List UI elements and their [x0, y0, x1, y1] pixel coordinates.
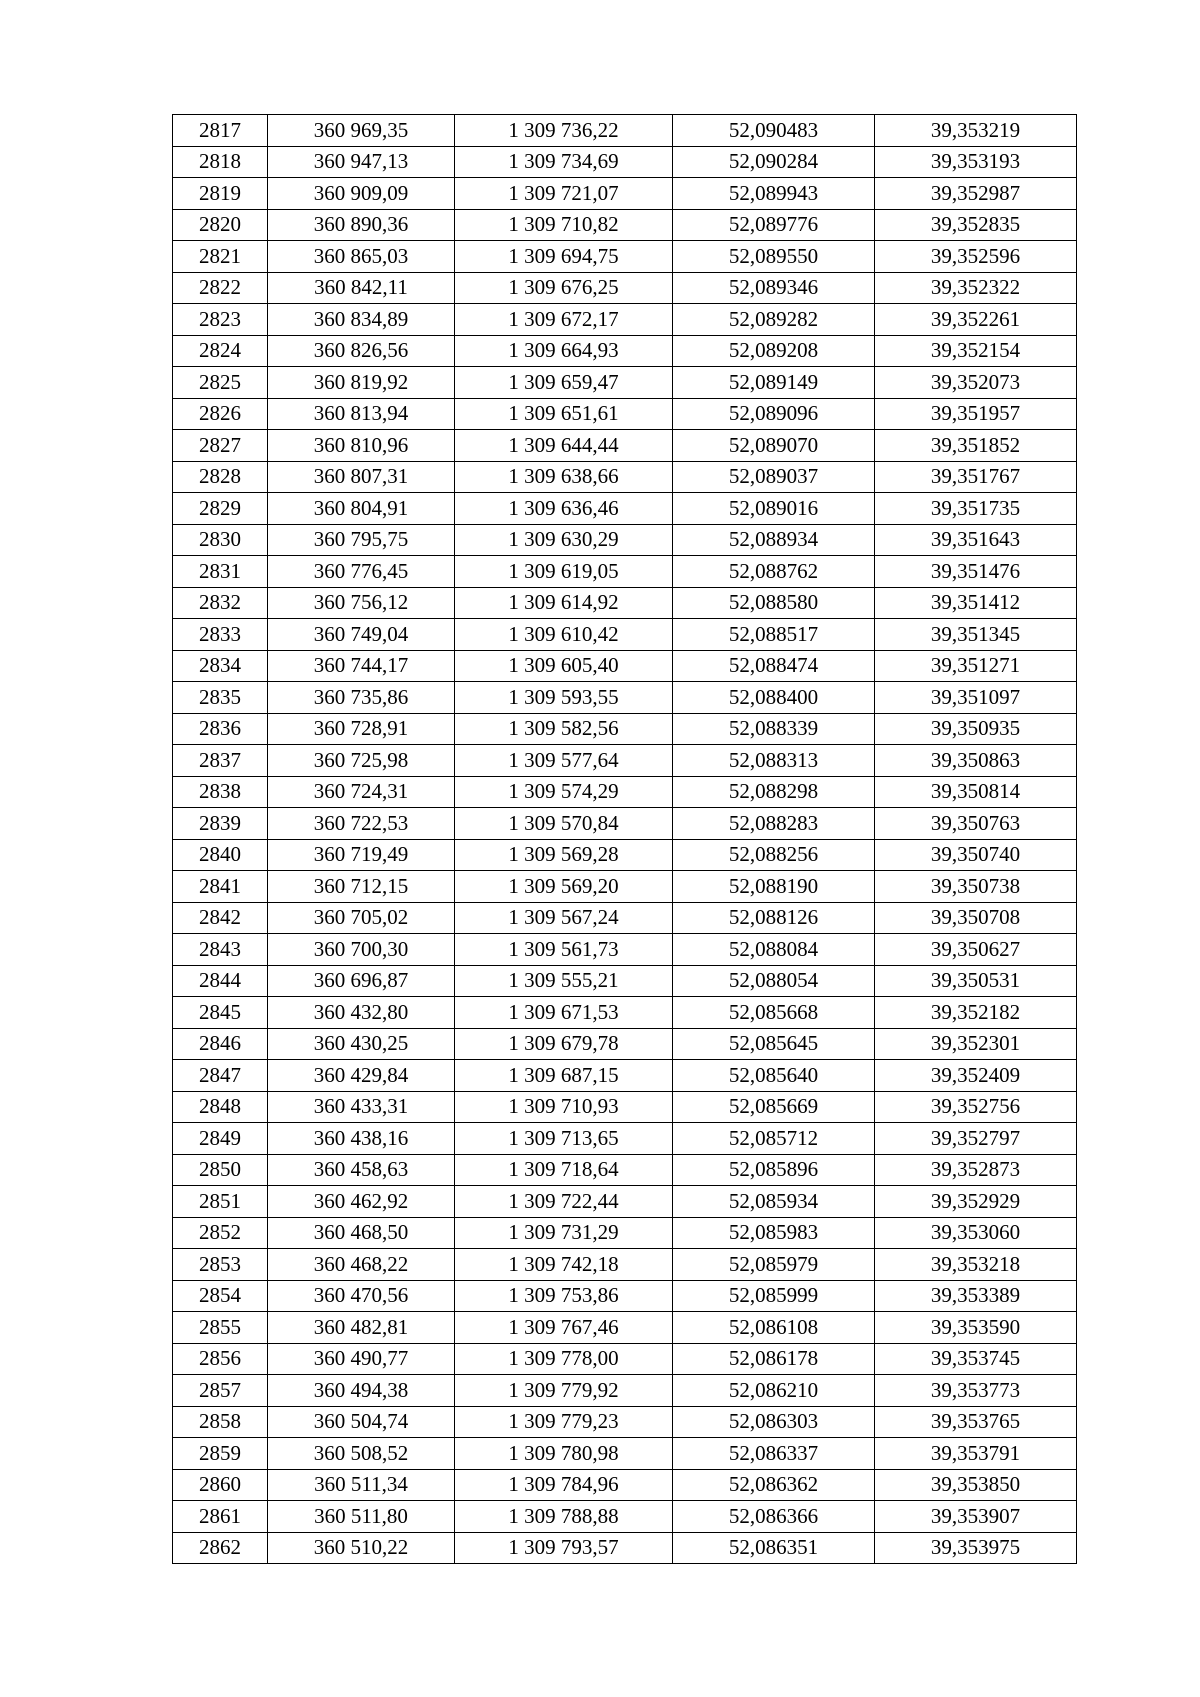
longitude-cell: 39,352596: [875, 241, 1077, 273]
longitude-cell: 39,353791: [875, 1438, 1077, 1470]
latitude-cell: 52,088283: [673, 808, 875, 840]
longitude-cell: 39,352987: [875, 178, 1077, 210]
latitude-cell: 52,089149: [673, 367, 875, 399]
point-number-cell: 2856: [173, 1343, 268, 1375]
longitude-cell: 39,352835: [875, 209, 1077, 241]
y-coordinate-cell: 1 309 659,47: [455, 367, 673, 399]
y-coordinate-cell: 1 309 567,24: [455, 902, 673, 934]
y-coordinate-cell: 1 309 671,53: [455, 997, 673, 1029]
point-number-cell: 2858: [173, 1406, 268, 1438]
longitude-cell: 39,350935: [875, 713, 1077, 745]
y-coordinate-cell: 1 309 713,65: [455, 1123, 673, 1155]
y-coordinate-cell: 1 309 767,46: [455, 1312, 673, 1344]
table-row: [173, 461, 1077, 493]
point-number-cell: 2861: [173, 1501, 268, 1533]
longitude-cell: 39,353773: [875, 1375, 1077, 1407]
longitude-cell: 39,351412: [875, 587, 1077, 619]
table-row: [173, 146, 1077, 178]
table-row: [173, 1028, 1077, 1060]
x-coordinate-cell: 360 795,75: [268, 524, 455, 556]
latitude-cell: 52,085979: [673, 1249, 875, 1281]
point-number-cell: 2822: [173, 272, 268, 304]
point-number-cell: 2847: [173, 1060, 268, 1092]
y-coordinate-cell: 1 309 577,64: [455, 745, 673, 777]
point-number-cell: 2817: [173, 115, 268, 147]
y-coordinate-cell: 1 309 555,21: [455, 965, 673, 997]
longitude-cell: 39,353745: [875, 1343, 1077, 1375]
point-number-cell: 2841: [173, 871, 268, 903]
longitude-cell: 39,353907: [875, 1501, 1077, 1533]
latitude-cell: 52,089943: [673, 178, 875, 210]
point-number-cell: 2836: [173, 713, 268, 745]
x-coordinate-cell: 360 482,81: [268, 1312, 455, 1344]
latitude-cell: 52,089776: [673, 209, 875, 241]
y-coordinate-cell: 1 309 722,44: [455, 1186, 673, 1218]
table-row: [173, 367, 1077, 399]
y-coordinate-cell: 1 309 605,40: [455, 650, 673, 682]
y-coordinate-cell: 1 309 610,42: [455, 619, 673, 651]
point-number-cell: 2852: [173, 1217, 268, 1249]
table-row: [173, 1060, 1077, 1092]
x-coordinate-cell: 360 728,91: [268, 713, 455, 745]
table-row: [173, 1091, 1077, 1123]
y-coordinate-cell: 1 309 710,82: [455, 209, 673, 241]
point-number-cell: 2848: [173, 1091, 268, 1123]
longitude-cell: 39,352182: [875, 997, 1077, 1029]
longitude-cell: 39,351345: [875, 619, 1077, 651]
x-coordinate-cell: 360 819,92: [268, 367, 455, 399]
latitude-cell: 52,088339: [673, 713, 875, 745]
table-row: [173, 209, 1077, 241]
table-row: [173, 587, 1077, 619]
point-number-cell: 2834: [173, 650, 268, 682]
y-coordinate-cell: 1 309 651,61: [455, 398, 673, 430]
point-number-cell: 2826: [173, 398, 268, 430]
point-number-cell: 2843: [173, 934, 268, 966]
longitude-cell: 39,351852: [875, 430, 1077, 462]
longitude-cell: 39,350738: [875, 871, 1077, 903]
table-row: [173, 524, 1077, 556]
x-coordinate-cell: 360 776,45: [268, 556, 455, 588]
table-row: [173, 934, 1077, 966]
longitude-cell: 39,351957: [875, 398, 1077, 430]
latitude-cell: 52,085983: [673, 1217, 875, 1249]
y-coordinate-cell: 1 309 593,55: [455, 682, 673, 714]
longitude-cell: 39,352756: [875, 1091, 1077, 1123]
longitude-cell: 39,352301: [875, 1028, 1077, 1060]
point-number-cell: 2853: [173, 1249, 268, 1281]
latitude-cell: 52,088474: [673, 650, 875, 682]
table-row: [173, 1217, 1077, 1249]
y-coordinate-cell: 1 309 569,28: [455, 839, 673, 871]
y-coordinate-cell: 1 309 734,69: [455, 146, 673, 178]
table-row: [173, 272, 1077, 304]
point-number-cell: 2859: [173, 1438, 268, 1470]
x-coordinate-cell: 360 700,30: [268, 934, 455, 966]
x-coordinate-cell: 360 508,52: [268, 1438, 455, 1470]
point-number-cell: 2857: [173, 1375, 268, 1407]
point-number-cell: 2842: [173, 902, 268, 934]
longitude-cell: 39,352261: [875, 304, 1077, 336]
point-number-cell: 2855: [173, 1312, 268, 1344]
longitude-cell: 39,352409: [875, 1060, 1077, 1092]
y-coordinate-cell: 1 309 614,92: [455, 587, 673, 619]
x-coordinate-cell: 360 909,09: [268, 178, 455, 210]
x-coordinate-cell: 360 494,38: [268, 1375, 455, 1407]
latitude-cell: 52,086178: [673, 1343, 875, 1375]
x-coordinate-cell: 360 705,02: [268, 902, 455, 934]
point-number-cell: 2849: [173, 1123, 268, 1155]
y-coordinate-cell: 1 309 780,98: [455, 1438, 673, 1470]
x-coordinate-cell: 360 756,12: [268, 587, 455, 619]
point-number-cell: 2835: [173, 682, 268, 714]
latitude-cell: 52,089070: [673, 430, 875, 462]
point-number-cell: 2832: [173, 587, 268, 619]
y-coordinate-cell: 1 309 736,22: [455, 115, 673, 147]
y-coordinate-cell: 1 309 582,56: [455, 713, 673, 745]
latitude-cell: 52,088762: [673, 556, 875, 588]
longitude-cell: 39,353218: [875, 1249, 1077, 1281]
table-row: [173, 1532, 1077, 1564]
y-coordinate-cell: 1 309 644,44: [455, 430, 673, 462]
longitude-cell: 39,353193: [875, 146, 1077, 178]
table-row: [173, 1501, 1077, 1533]
table-row: [173, 493, 1077, 525]
latitude-cell: 52,086362: [673, 1469, 875, 1501]
latitude-cell: 52,086108: [673, 1312, 875, 1344]
latitude-cell: 52,088084: [673, 934, 875, 966]
point-number-cell: 2860: [173, 1469, 268, 1501]
latitude-cell: 52,085712: [673, 1123, 875, 1155]
latitude-cell: 52,089346: [673, 272, 875, 304]
x-coordinate-cell: 360 462,92: [268, 1186, 455, 1218]
point-number-cell: 2846: [173, 1028, 268, 1060]
table-row: [173, 745, 1077, 777]
table-row: [173, 1280, 1077, 1312]
longitude-cell: 39,352873: [875, 1154, 1077, 1186]
latitude-cell: 52,086366: [673, 1501, 875, 1533]
longitude-cell: 39,353219: [875, 115, 1077, 147]
table-row: [173, 398, 1077, 430]
y-coordinate-cell: 1 309 638,66: [455, 461, 673, 493]
x-coordinate-cell: 360 744,17: [268, 650, 455, 682]
table-row: [173, 650, 1077, 682]
y-coordinate-cell: 1 309 742,18: [455, 1249, 673, 1281]
point-number-cell: 2827: [173, 430, 268, 462]
point-number-cell: 2845: [173, 997, 268, 1029]
point-number-cell: 2820: [173, 209, 268, 241]
longitude-cell: 39,350814: [875, 776, 1077, 808]
table-row: [173, 1123, 1077, 1155]
point-number-cell: 2850: [173, 1154, 268, 1186]
y-coordinate-cell: 1 309 793,57: [455, 1532, 673, 1564]
x-coordinate-cell: 360 468,50: [268, 1217, 455, 1249]
longitude-cell: 39,352929: [875, 1186, 1077, 1218]
latitude-cell: 52,086210: [673, 1375, 875, 1407]
longitude-cell: 39,350863: [875, 745, 1077, 777]
point-number-cell: 2821: [173, 241, 268, 273]
y-coordinate-cell: 1 309 570,84: [455, 808, 673, 840]
x-coordinate-cell: 360 735,86: [268, 682, 455, 714]
y-coordinate-cell: 1 309 779,92: [455, 1375, 673, 1407]
y-coordinate-cell: 1 309 694,75: [455, 241, 673, 273]
table-row: [173, 1469, 1077, 1501]
latitude-cell: 52,090284: [673, 146, 875, 178]
latitude-cell: 52,085896: [673, 1154, 875, 1186]
latitude-cell: 52,088126: [673, 902, 875, 934]
table-row: [173, 1438, 1077, 1470]
y-coordinate-cell: 1 309 679,78: [455, 1028, 673, 1060]
point-number-cell: 2839: [173, 808, 268, 840]
x-coordinate-cell: 360 947,13: [268, 146, 455, 178]
table-row: [173, 1249, 1077, 1281]
table-row: [173, 430, 1077, 462]
latitude-cell: 52,088054: [673, 965, 875, 997]
table-row: [173, 1154, 1077, 1186]
x-coordinate-cell: 360 470,56: [268, 1280, 455, 1312]
latitude-cell: 52,090483: [673, 115, 875, 147]
latitude-cell: 52,088298: [673, 776, 875, 808]
point-number-cell: 2831: [173, 556, 268, 588]
point-number-cell: 2825: [173, 367, 268, 399]
table-row: [173, 178, 1077, 210]
point-number-cell: 2824: [173, 335, 268, 367]
longitude-cell: 39,350763: [875, 808, 1077, 840]
y-coordinate-cell: 1 309 721,07: [455, 178, 673, 210]
x-coordinate-cell: 360 511,34: [268, 1469, 455, 1501]
y-coordinate-cell: 1 309 664,93: [455, 335, 673, 367]
longitude-cell: 39,351735: [875, 493, 1077, 525]
longitude-cell: 39,351271: [875, 650, 1077, 682]
x-coordinate-cell: 360 719,49: [268, 839, 455, 871]
table-row: [173, 304, 1077, 336]
x-coordinate-cell: 360 458,63: [268, 1154, 455, 1186]
y-coordinate-cell: 1 309 753,86: [455, 1280, 673, 1312]
x-coordinate-cell: 360 429,84: [268, 1060, 455, 1092]
point-number-cell: 2840: [173, 839, 268, 871]
y-coordinate-cell: 1 309 569,20: [455, 871, 673, 903]
latitude-cell: 52,088256: [673, 839, 875, 871]
longitude-cell: 39,350740: [875, 839, 1077, 871]
y-coordinate-cell: 1 309 718,64: [455, 1154, 673, 1186]
x-coordinate-cell: 360 432,80: [268, 997, 455, 1029]
y-coordinate-cell: 1 309 779,23: [455, 1406, 673, 1438]
point-number-cell: 2862: [173, 1532, 268, 1564]
latitude-cell: 52,088934: [673, 524, 875, 556]
longitude-cell: 39,353389: [875, 1280, 1077, 1312]
y-coordinate-cell: 1 309 784,96: [455, 1469, 673, 1501]
longitude-cell: 39,352797: [875, 1123, 1077, 1155]
table-row: [173, 335, 1077, 367]
latitude-cell: 52,085999: [673, 1280, 875, 1312]
latitude-cell: 52,089096: [673, 398, 875, 430]
y-coordinate-cell: 1 309 574,29: [455, 776, 673, 808]
table-row: [173, 682, 1077, 714]
latitude-cell: 52,089208: [673, 335, 875, 367]
table-row: [173, 115, 1077, 147]
longitude-cell: 39,351643: [875, 524, 1077, 556]
latitude-cell: 52,089016: [673, 493, 875, 525]
x-coordinate-cell: 360 712,15: [268, 871, 455, 903]
y-coordinate-cell: 1 309 630,29: [455, 524, 673, 556]
x-coordinate-cell: 360 813,94: [268, 398, 455, 430]
point-number-cell: 2851: [173, 1186, 268, 1218]
latitude-cell: 52,089037: [673, 461, 875, 493]
y-coordinate-cell: 1 309 619,05: [455, 556, 673, 588]
y-coordinate-cell: 1 309 778,00: [455, 1343, 673, 1375]
table-row: [173, 839, 1077, 871]
latitude-cell: 52,085640: [673, 1060, 875, 1092]
latitude-cell: 52,086337: [673, 1438, 875, 1470]
latitude-cell: 52,086303: [673, 1406, 875, 1438]
latitude-cell: 52,085934: [673, 1186, 875, 1218]
x-coordinate-cell: 360 511,80: [268, 1501, 455, 1533]
x-coordinate-cell: 360 696,87: [268, 965, 455, 997]
point-number-cell: 2823: [173, 304, 268, 336]
x-coordinate-cell: 360 810,96: [268, 430, 455, 462]
x-coordinate-cell: 360 865,03: [268, 241, 455, 273]
table-row: [173, 808, 1077, 840]
latitude-cell: 52,085669: [673, 1091, 875, 1123]
longitude-cell: 39,352322: [875, 272, 1077, 304]
longitude-cell: 39,353060: [875, 1217, 1077, 1249]
longitude-cell: 39,350708: [875, 902, 1077, 934]
table-row: [173, 1186, 1077, 1218]
x-coordinate-cell: 360 433,31: [268, 1091, 455, 1123]
longitude-cell: 39,350627: [875, 934, 1077, 966]
table-row: [173, 556, 1077, 588]
x-coordinate-cell: 360 804,91: [268, 493, 455, 525]
x-coordinate-cell: 360 504,74: [268, 1406, 455, 1438]
y-coordinate-cell: 1 309 672,17: [455, 304, 673, 336]
latitude-cell: 52,089282: [673, 304, 875, 336]
y-coordinate-cell: 1 309 731,29: [455, 1217, 673, 1249]
x-coordinate-cell: 360 834,89: [268, 304, 455, 336]
latitude-cell: 52,085668: [673, 997, 875, 1029]
table-row: [173, 619, 1077, 651]
point-number-cell: 2854: [173, 1280, 268, 1312]
x-coordinate-cell: 360 842,11: [268, 272, 455, 304]
x-coordinate-cell: 360 749,04: [268, 619, 455, 651]
longitude-cell: 39,352154: [875, 335, 1077, 367]
table-row: [173, 713, 1077, 745]
x-coordinate-cell: 360 490,77: [268, 1343, 455, 1375]
point-number-cell: 2833: [173, 619, 268, 651]
table-row: [173, 965, 1077, 997]
point-number-cell: 2837: [173, 745, 268, 777]
latitude-cell: 52,088400: [673, 682, 875, 714]
longitude-cell: 39,353975: [875, 1532, 1077, 1564]
x-coordinate-cell: 360 826,56: [268, 335, 455, 367]
y-coordinate-cell: 1 309 676,25: [455, 272, 673, 304]
y-coordinate-cell: 1 309 561,73: [455, 934, 673, 966]
y-coordinate-cell: 1 309 636,46: [455, 493, 673, 525]
longitude-cell: 39,350531: [875, 965, 1077, 997]
table-row: [173, 1406, 1077, 1438]
coordinates-table-body: [173, 115, 1077, 1564]
latitude-cell: 52,089550: [673, 241, 875, 273]
point-number-cell: 2819: [173, 178, 268, 210]
longitude-cell: 39,352073: [875, 367, 1077, 399]
x-coordinate-cell: 360 969,35: [268, 115, 455, 147]
latitude-cell: 52,088580: [673, 587, 875, 619]
latitude-cell: 52,088313: [673, 745, 875, 777]
x-coordinate-cell: 360 430,25: [268, 1028, 455, 1060]
x-coordinate-cell: 360 807,31: [268, 461, 455, 493]
point-number-cell: 2844: [173, 965, 268, 997]
y-coordinate-cell: 1 309 710,93: [455, 1091, 673, 1123]
coordinates-table: [172, 114, 1077, 1564]
y-coordinate-cell: 1 309 687,15: [455, 1060, 673, 1092]
longitude-cell: 39,353850: [875, 1469, 1077, 1501]
table-row: [173, 241, 1077, 273]
longitude-cell: 39,351476: [875, 556, 1077, 588]
y-coordinate-cell: 1 309 788,88: [455, 1501, 673, 1533]
point-number-cell: 2818: [173, 146, 268, 178]
point-number-cell: 2828: [173, 461, 268, 493]
x-coordinate-cell: 360 890,36: [268, 209, 455, 241]
longitude-cell: 39,353765: [875, 1406, 1077, 1438]
table-row: [173, 1343, 1077, 1375]
x-coordinate-cell: 360 510,22: [268, 1532, 455, 1564]
longitude-cell: 39,351767: [875, 461, 1077, 493]
longitude-cell: 39,351097: [875, 682, 1077, 714]
point-number-cell: 2829: [173, 493, 268, 525]
table-row: [173, 997, 1077, 1029]
x-coordinate-cell: 360 724,31: [268, 776, 455, 808]
table-row: [173, 776, 1077, 808]
latitude-cell: 52,088190: [673, 871, 875, 903]
latitude-cell: 52,085645: [673, 1028, 875, 1060]
x-coordinate-cell: 360 722,53: [268, 808, 455, 840]
table-row: [173, 1375, 1077, 1407]
latitude-cell: 52,086351: [673, 1532, 875, 1564]
point-number-cell: 2838: [173, 776, 268, 808]
table-row: [173, 1312, 1077, 1344]
longitude-cell: 39,353590: [875, 1312, 1077, 1344]
x-coordinate-cell: 360 725,98: [268, 745, 455, 777]
latitude-cell: 52,088517: [673, 619, 875, 651]
x-coordinate-cell: 360 468,22: [268, 1249, 455, 1281]
table-row: [173, 902, 1077, 934]
point-number-cell: 2830: [173, 524, 268, 556]
x-coordinate-cell: 360 438,16: [268, 1123, 455, 1155]
table-row: [173, 871, 1077, 903]
